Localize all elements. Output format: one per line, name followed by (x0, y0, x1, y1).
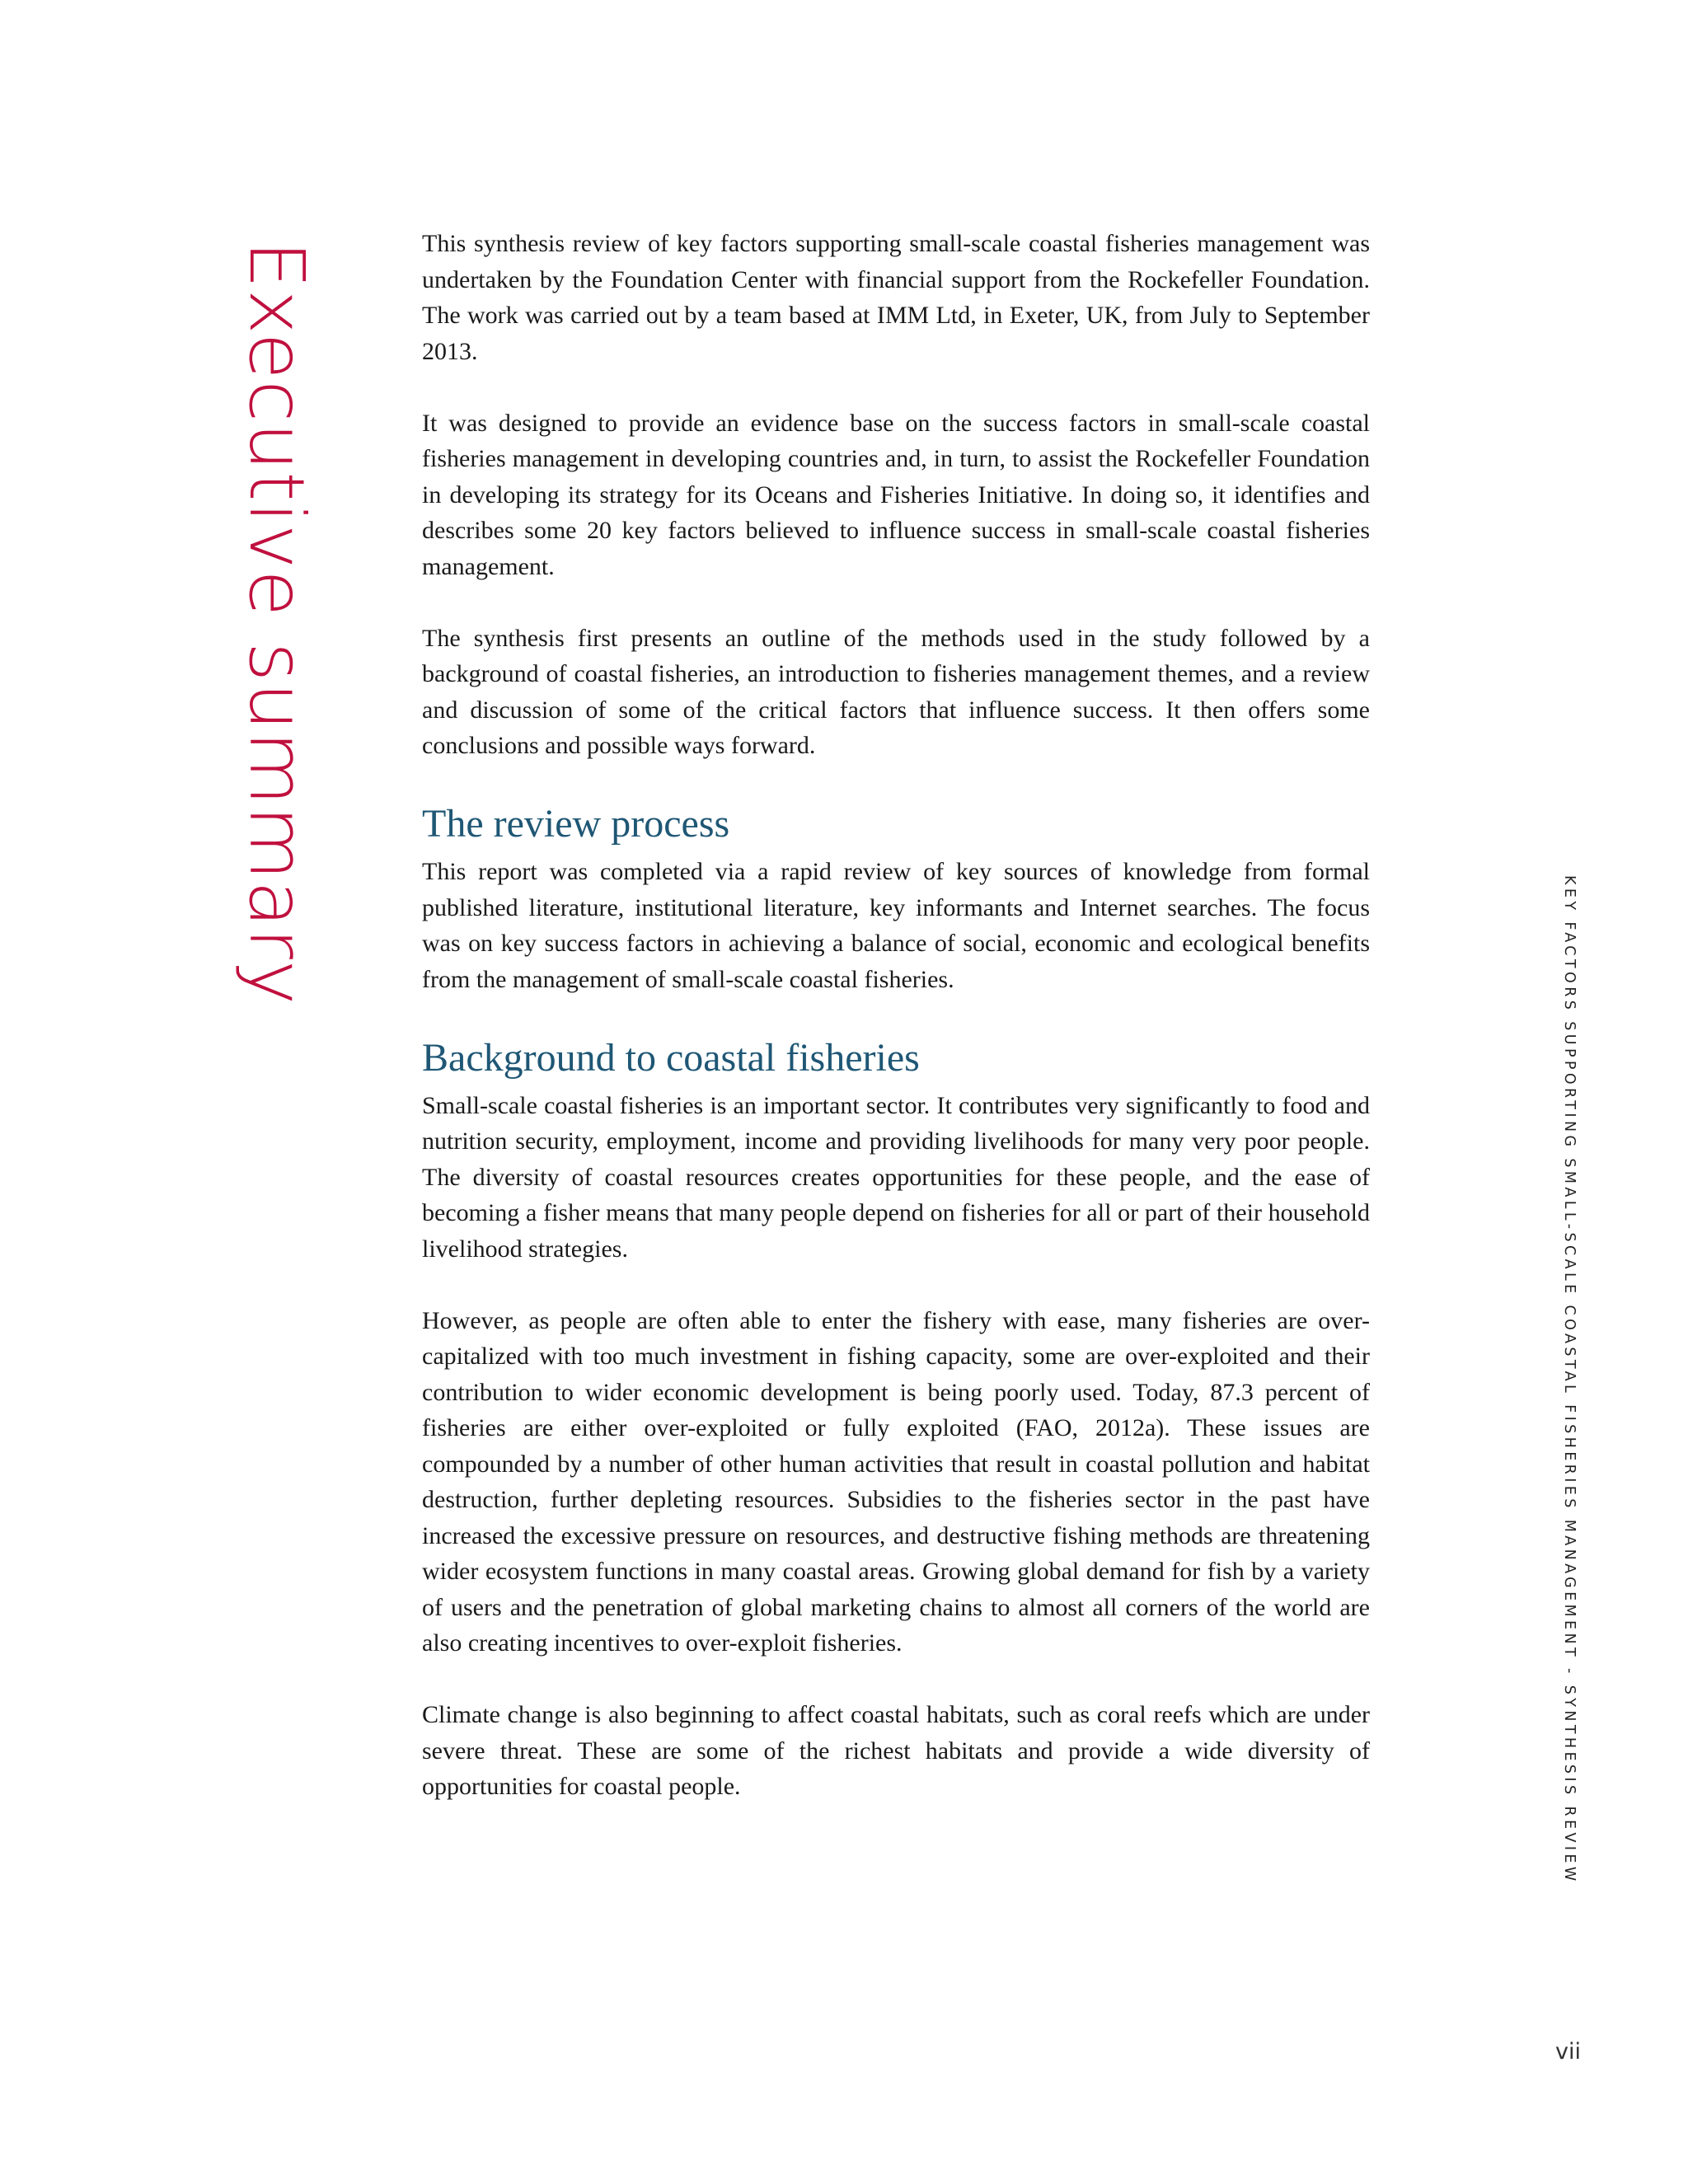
background-paragraph-2: However, as people are often able to enter the fishery with ease, many fisheries are over-capitalized with too much investment in fishing capacity, some are over-exploited and their contribution to wider economic development is being poorly used. Today, 87.3 percent of fisheries are either over-exploited or fully exploited (FAO, 2012a). These issues are compounded by a number of other human activities that result in coastal pollution and habitat destruction, further depleting resources. Subsidies to the fisheries sector in the past have increased the excessive pressure on resources, and destructive fishing methods are threatening wider ecosystem functions in many coastal areas. Growing global demand for fish by a variety of users and the penetration of global marketing chains to almost all corners of the world are also creating incentives to over-exploit fisheries. (422, 1306, 1370, 1657)
intro-paragraph-3: The synthesis first presents an outline of the methods used in the study followed by a background of coastal fisheries, an introduction to fisheries management themes, and a review and discussion of some of the critical factors that influence success. It then offers some conclusions and possible ways forward. (422, 624, 1370, 759)
background-paragraph-1: Small-scale coastal fisheries is an important sector. It contributes very significantly to food and nutrition security, employment, income and providing livelihoods for many very poor people. The diversity of coastal resources creates opportunities for these people, and the ease of becoming a fisher means that many people depend on fisheries for all or part of their household livelihood strategies. (422, 1091, 1370, 1263)
intro-paragraph-2: It was designed to provide an evidence base on the success factors in small-scale coastal fisheries management in developing countries and, in turn, to assist the Rockefeller Foundation in developing its strategy for its Oceans and Fisheries Initiative. In doing so, it identifies and describes some 20 key factors believed to influence success in small-scale coastal fisheries management. (422, 409, 1370, 580)
heading-review-process: The review process (422, 802, 730, 846)
page-number: vii (1555, 2039, 1581, 2064)
running-header-vertical: KEY FACTORS SUPPORTING SMALL-SCALE COASTAL FISHERIES MANAGEMENT - SYNTHESIS REVIEW (1561, 875, 1578, 1885)
section-title-vertical: Executive summary (232, 241, 321, 1006)
heading-background: Background to coastal fisheries (422, 1035, 920, 1080)
review-process-paragraph: This report was completed via a rapid review of key sources of knowledge from formal published literature, institutional literature, key informants and Internet searches. The focus was on key success factors in achieving a balance of social, economic and ecological benefits from the management of small-scale coastal fisheries. (422, 858, 1370, 993)
background-paragraph-3: Climate change is also beginning to affect coastal habitats, such as coral reefs which are under severe threat. These are some of the richest habitats and provide a wide diversity of opportunities for coastal people. (422, 1701, 1370, 1800)
main-text-column (422, 226, 1370, 1840)
intro-paragraph-1: This synthesis review of key factors supporting small-scale coastal fisheries management was undertaken by the Foundation Center with financial support from the Rockefeller Foundation. The work was carried out by a team based at IMM Ltd, in Exeter, UK, from July to September 2013. (422, 230, 1370, 365)
